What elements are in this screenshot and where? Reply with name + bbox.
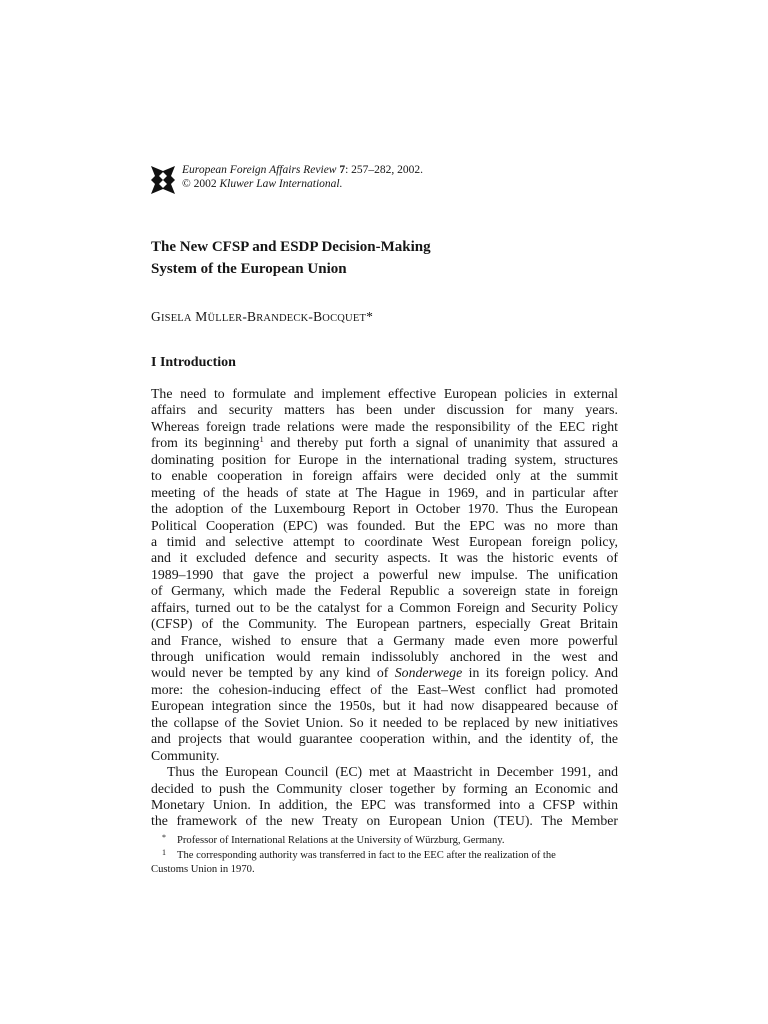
author-part: M xyxy=(191,309,208,324)
footnote-ref[interactable]: 1 xyxy=(259,434,264,445)
footnote-text: The corresponding authority was transferred in fact to the EEC after the realization of the xyxy=(177,849,556,861)
text-line: meeting of the heads of state at The Hague in 1969, and in particular after xyxy=(151,484,618,500)
author-part: -B xyxy=(308,309,323,324)
title-line-2: System of the European Union xyxy=(151,261,347,277)
journal-volume: 7 xyxy=(339,164,346,176)
article-title xyxy=(151,236,431,280)
footnote: * Professor of International Relations at the University of Würzburg, Germany. xyxy=(162,833,505,846)
text-segment: from its beginning xyxy=(151,435,260,451)
text-line xyxy=(151,435,618,451)
text-line: (CFSP) of the Community. The European partners, especially Great Britain xyxy=(151,616,618,632)
text-line: a timid and selective attempt to coordinate West European foreign policy, xyxy=(151,533,618,549)
text-line: affairs, turned out to be the catalyst for a Common Foreign and Security Policy xyxy=(151,599,618,615)
author-name xyxy=(151,309,373,325)
text-line: through unification would remain indissolubly anchored in the west and xyxy=(151,649,618,664)
text-line: decided to push the Community closer together by forming an Economic and xyxy=(151,780,618,796)
text-line: Political Cooperation (EPC) was founded. But the EPC was no more than xyxy=(151,517,618,533)
text-line: Whereas foreign trade relations were made the responsibility of the EEC right xyxy=(151,418,618,434)
author-footnote-mark: * xyxy=(366,309,374,324)
author-part: G xyxy=(151,309,161,324)
copyright-line xyxy=(182,177,423,191)
text-line: Thus the European Council (EC) met at Maastricht in December 1991, and xyxy=(167,764,618,780)
journal-name: European Foreign Affairs Review xyxy=(182,164,337,176)
text-line: of Germany, which made the Federal Republic a sovereign state in foreign xyxy=(151,583,618,599)
text-line: Community. xyxy=(151,747,220,763)
publisher-name: Kluwer Law International. xyxy=(219,178,343,190)
text-line: and it excluded defence and security aspects. It was the historic events of xyxy=(151,550,618,566)
text-line: The need to formulate and implement effective European policies in external xyxy=(151,386,618,401)
journal-header xyxy=(150,163,620,203)
text-line: to enable cooperation in foreign affairs were decided only at the summit xyxy=(151,468,618,484)
section-heading: I Introduction xyxy=(151,355,236,370)
text-line: dominating position for Europe in the international trading system, structures xyxy=(151,451,618,467)
text-line: more: the cohesion-inducing effect of the East–West conflict had promoted xyxy=(151,681,618,697)
text-line: the adoption of the Luxembourg Report in October 1970. Thus the European xyxy=(151,501,618,517)
author-part: ISELA xyxy=(160,313,192,324)
text-segment: would never be tempted by any kind of xyxy=(151,665,395,681)
body-text xyxy=(151,386,618,830)
text-line: and France, wished to ensure that a Germany made even more powerful xyxy=(151,632,618,648)
footnotes xyxy=(151,834,619,878)
italic-term: Sonderwege xyxy=(394,665,463,681)
text-line: 1989–1990 that gave the project a powerful new impulse. The unification xyxy=(151,566,618,582)
text-line: affairs and security matters has been under discussion for many years. xyxy=(151,402,618,418)
text-segment: in its foreign policy. And xyxy=(462,665,618,681)
title-line-1: The New CFSP and ESDP Decision-Making xyxy=(151,239,431,255)
author-part: OCQUET xyxy=(322,313,367,324)
text-line: European integration since the 1950s, but it had now disappeared because of xyxy=(151,698,618,714)
author-part: RANDECK xyxy=(256,313,309,324)
text-line: the framework of the new Treaty on European Union (TEU). The Member xyxy=(151,813,618,829)
citation-line xyxy=(182,163,423,177)
text-line: the collapse of the Soviet Union. So it needed to be replaced by new initiatives xyxy=(151,714,618,730)
text-line xyxy=(151,665,618,681)
footnote: 1 The corresponding authority was transferred in fact to the EEC after the realization of the xyxy=(162,847,556,861)
author-part: -B xyxy=(242,309,257,324)
text-segment: and thereby put forth a signal of unanimity that assured a xyxy=(263,435,618,451)
footnote-text: Professor of International Relations at the University of Würzburg, Germany. xyxy=(177,835,505,846)
text-line: Monetary Union. In addition, the EPC was transformed into a CFSP within xyxy=(151,796,618,812)
publisher-logo xyxy=(150,164,176,196)
citation-block xyxy=(182,163,423,191)
footnote-continuation: Customs Union in 1970. xyxy=(151,864,255,875)
author-part: ÜLLER xyxy=(207,313,243,324)
copyright-prefix: © 2002 xyxy=(182,178,220,190)
text-line: and projects that would guarantee cooperation within, and the identity of, the xyxy=(151,731,618,747)
pages-year: : 257–282, 2002. xyxy=(345,164,424,176)
